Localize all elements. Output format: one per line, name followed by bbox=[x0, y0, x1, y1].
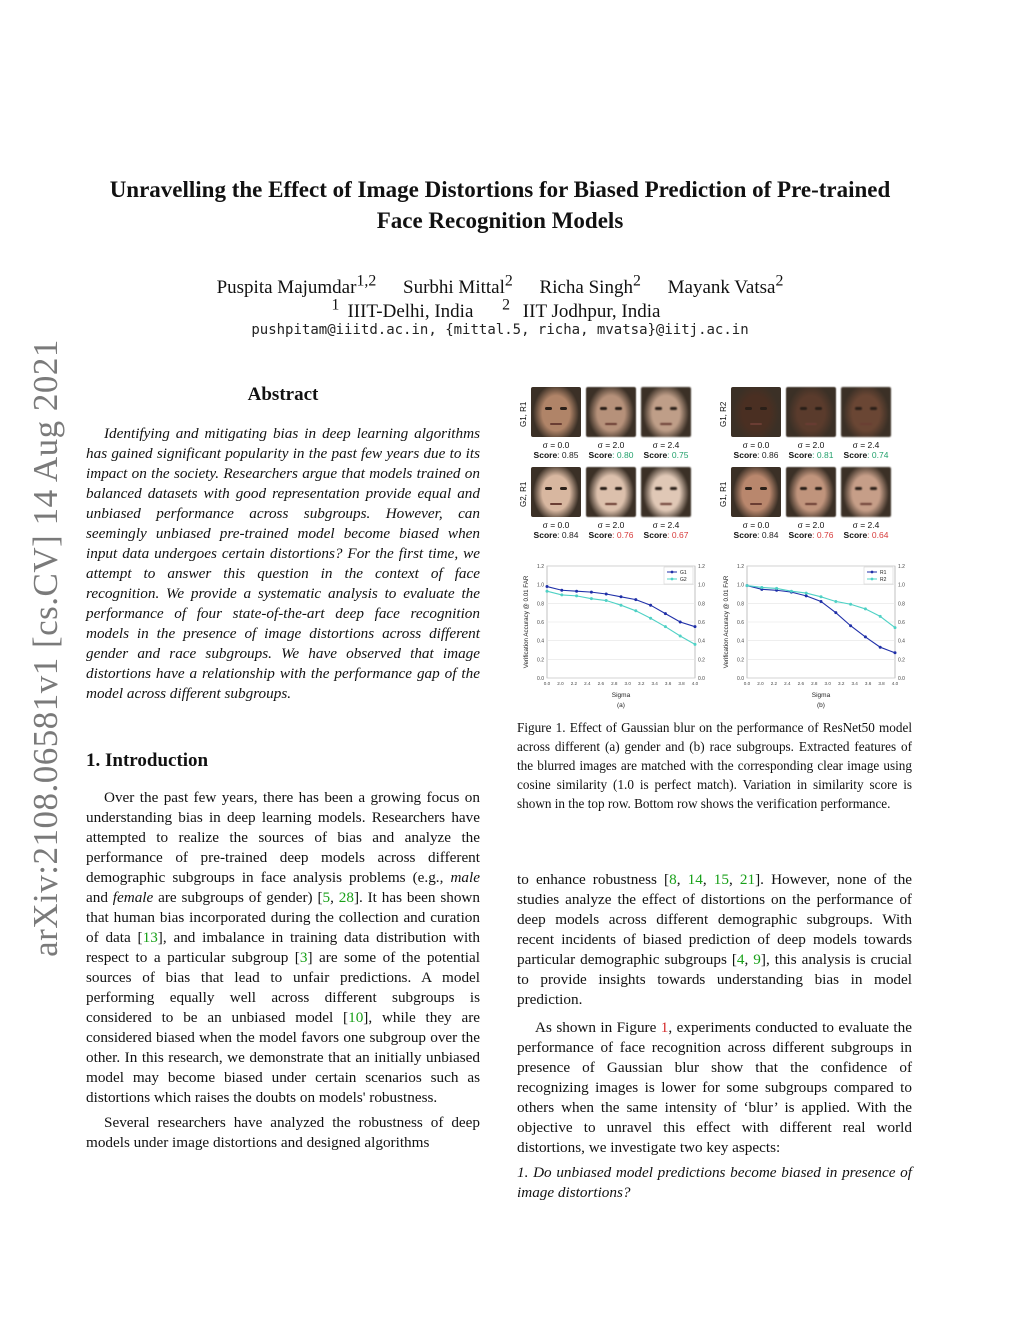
data-point-G1 bbox=[694, 625, 697, 628]
y-tick-label: 0.8 bbox=[537, 601, 544, 608]
data-point-G1 bbox=[590, 591, 593, 594]
citation-link[interactable]: 5 bbox=[322, 889, 331, 906]
data-point-R1 bbox=[820, 600, 823, 603]
figure-caption: Figure 1. Effect of Gaussian blur on the performance of ResNet50 model across different (a) gender and (b) race subgroups. Extracted features of the blurred images are matched with the corresponding clear image using cosine similarity (1.0 is perfect match). Variation in similarity score is shown in the top row. Bottom row shows the verification performance. bbox=[517, 720, 912, 811]
face-score-label: Score: 0.64 bbox=[843, 530, 889, 540]
data-point-R2 bbox=[834, 600, 837, 603]
data-point-R1 bbox=[834, 611, 837, 614]
face-image bbox=[641, 467, 691, 517]
legend-label-R1: R1 bbox=[880, 570, 887, 576]
data-point-R2 bbox=[879, 615, 882, 618]
face-score-label: Score: 0.76 bbox=[788, 530, 834, 540]
data-point-G2 bbox=[694, 643, 697, 646]
face-row-label: G1, R1 bbox=[519, 401, 528, 427]
y-tick-label-right: 0.6 bbox=[698, 620, 705, 626]
intro-paragraph-2: Several researchers have analyzed the robustness of deep models under image distortions and designed algorithms bbox=[86, 1114, 480, 1151]
face-image bbox=[786, 387, 836, 437]
data-point-G1 bbox=[546, 585, 549, 588]
data-point-G2 bbox=[575, 594, 578, 597]
x-tick-label: 3.8 bbox=[678, 681, 685, 686]
y-axis-label: Verification Accuracy @ 0.01 FAR bbox=[723, 575, 730, 669]
figure-link[interactable]: 1 bbox=[660, 1019, 669, 1036]
face-sigma-label: σ = 2.0 bbox=[597, 520, 625, 530]
x-tick-label: 2.6 bbox=[797, 681, 805, 686]
face-image bbox=[586, 387, 636, 437]
arxiv-id-text: arXiv:2108.06581v1 [cs.CV] 14 Aug 2021 bbox=[26, 339, 65, 957]
x-tick-label: 2.4 bbox=[784, 681, 791, 686]
title-line-2: Face Recognition Models bbox=[376, 208, 624, 233]
x-tick-label: 4.0 bbox=[891, 681, 899, 686]
affiliation: $^1$ IIIT-Delhi, India bbox=[331, 297, 474, 323]
data-point-R2 bbox=[775, 587, 778, 590]
x-tick-label: 3.0 bbox=[624, 681, 631, 686]
data-point-R1 bbox=[864, 635, 867, 638]
face-score-label: Score: 0.84 bbox=[733, 530, 779, 540]
face-score-label: Score: 0.84 bbox=[533, 530, 579, 540]
face-score-label: Score: 0.80 bbox=[588, 450, 634, 460]
panel-label: (b) bbox=[817, 702, 825, 709]
legend-label-G1: G1 bbox=[680, 570, 687, 576]
face-row-label: G2, R1 bbox=[519, 481, 528, 507]
y-tick-label: 0.8 bbox=[737, 601, 744, 608]
y-tick-label: 0.4 bbox=[737, 638, 744, 645]
data-point-R1 bbox=[894, 651, 897, 654]
face-score-label: Score: 0.75 bbox=[643, 450, 689, 460]
data-point-G2 bbox=[679, 635, 682, 638]
face-sigma-label: σ = 0.0 bbox=[542, 520, 570, 530]
face-image bbox=[841, 387, 891, 437]
face-sigma-label: σ = 2.0 bbox=[797, 520, 825, 530]
abstract-text: Identifying and mitigating bias in deep learning algorithms has gained significant popularity in the past few years due to its impact on the society. Researchers argue that models trained on balanced datasets with good representation provide equal and unbiased performance across subgroups. However, can seemingly unbiased pre-trained model become biased when input data undergoes certain distortions? For the first time, we attempt to answer this question in the context of face recognition. We provide a systematic analysis to evaluate the performance of four state-of-the-art deep face recognition models in the presence of image distortions across different gender and race subgroups. We have observed that image distortions have a relationship with the performance gap of the model across different subgroups. bbox=[86, 425, 480, 702]
face-sigma-label: σ = 2.4 bbox=[852, 520, 880, 530]
data-point-G1 bbox=[560, 589, 563, 592]
face-score-label: Score: 0.81 bbox=[788, 450, 834, 460]
panel-label: (a) bbox=[617, 702, 625, 709]
y-tick-label: 0.0 bbox=[737, 676, 744, 682]
x-tick-label: 2.4 bbox=[584, 681, 591, 686]
y-tick-label-right: 1.0 bbox=[898, 582, 905, 589]
y-tick-label-right: 0.4 bbox=[698, 638, 705, 645]
x-tick-label: 2.8 bbox=[611, 681, 618, 686]
section-heading-introduction: 1. Introduction bbox=[86, 750, 209, 771]
data-point-G2 bbox=[546, 590, 549, 593]
data-point-R1 bbox=[879, 646, 882, 649]
intro-paragraph-1: Over the past few years, there has been a growing focus on understanding bias in deep learning models. Researchers have attempted to realize the sources of bias and analyze the performance of pre-trained deep models across different demographic subgroups in face analysis problems (e.g., male and female are subgroups of gender) [5, 28]. It has been shown that human bias incorporated during the collection and curation of data [13], and imbalance in training data distribution with respect to a particular subgroup [3] are some of the potential sources of bias that lead to unfair predictions. A model performing equally well across different subgroups is considered to be an unbiased model [10], while they are considered biased when the model favors one subgroup over the other. In this research, we demonstrate that an initially unbiased model may become biased under certain scenarios such as distortions which raises the doubts on models' robustness. bbox=[86, 789, 480, 1106]
author: Mayank Vatsa$^2$ bbox=[667, 273, 784, 299]
legend-marker-R2 bbox=[871, 578, 874, 581]
intro-paragraph-4: As shown in Figure 1, experiments conducted to evaluate the performance of face recognition across different subgroups in presence of Gaussian blur show that the confidence of recognizing images is lower for some subgroups compared to others when the same intensity of ‘blur’ is applied. With the objective to unravel this effect with different real world distortions, we investigate two key aspects: bbox=[517, 1019, 912, 1156]
data-point-G2 bbox=[590, 597, 593, 600]
data-point-G1 bbox=[575, 590, 578, 593]
title-line-1: Unravelling the Effect of Image Distortions for Biased Prediction of Pre-trained bbox=[109, 177, 891, 202]
face-row-label: G1, R1 bbox=[719, 481, 728, 507]
y-tick-label-right: 0.4 bbox=[898, 638, 905, 645]
y-tick-label: 0.2 bbox=[537, 657, 544, 664]
left-column bbox=[86, 384, 480, 1158]
x-tick-label: 2.8 bbox=[811, 681, 818, 686]
y-tick-label-right: 0.0 bbox=[898, 676, 905, 682]
data-point-R2 bbox=[849, 603, 852, 606]
x-tick-label: 2.0 bbox=[757, 681, 764, 686]
data-point-G2 bbox=[620, 604, 623, 607]
y-tick-label-right: 1.2 bbox=[698, 564, 705, 570]
data-point-R2 bbox=[864, 607, 867, 610]
y-tick-label: 0.0 bbox=[537, 676, 544, 682]
series-line-R2 bbox=[747, 586, 895, 628]
face-sigma-label: σ = 2.4 bbox=[652, 440, 680, 450]
legend-label-R2: R2 bbox=[880, 577, 887, 583]
y-tick-label: 0.4 bbox=[537, 638, 544, 645]
data-point-R2 bbox=[746, 584, 749, 587]
face-score-label: Score: 0.74 bbox=[843, 450, 889, 460]
face-sigma-label: σ = 2.0 bbox=[597, 440, 625, 450]
data-point-R1 bbox=[849, 624, 852, 627]
citation-link[interactable]: 15 bbox=[713, 871, 729, 888]
x-axis-label: Sigma bbox=[611, 692, 631, 699]
author: Richa Singh$^2$ bbox=[539, 273, 641, 299]
y-tick-label-right: 0.8 bbox=[698, 601, 705, 608]
data-point-G1 bbox=[620, 595, 623, 598]
research-question-1: 1. Do unbiased model predictions become biased in presence of image distortions? bbox=[517, 1164, 912, 1201]
x-tick-label: 3.6 bbox=[864, 681, 872, 686]
x-tick-label: 2.0 bbox=[557, 681, 564, 686]
x-tick-label: 3.2 bbox=[837, 681, 845, 686]
face-sigma-label: σ = 2.4 bbox=[652, 520, 680, 530]
data-point-R2 bbox=[820, 595, 823, 598]
x-tick-label: 2.2 bbox=[570, 681, 578, 686]
data-point-R2 bbox=[894, 626, 897, 629]
data-point-G2 bbox=[605, 599, 608, 602]
data-point-G1 bbox=[605, 593, 608, 596]
face-score-label: Score: 0.85 bbox=[533, 450, 579, 460]
x-tick-label: 3.4 bbox=[651, 681, 658, 686]
abstract-heading: Abstract bbox=[247, 384, 319, 405]
y-tick-label-right: 1.2 bbox=[898, 564, 905, 570]
face-sigma-label: σ = 0.0 bbox=[742, 520, 770, 530]
citation-link[interactable]: 14 bbox=[687, 871, 703, 888]
affiliations bbox=[90, 294, 910, 324]
y-tick-label: 1.0 bbox=[537, 582, 544, 589]
intro-paragraph-3: to enhance robustness [8, 14, 15, 21]. However, none of the studies analyze the effect of distortions on the performance of deep models across different demographic subgroups. With recent incidents of biased prediction of deep models towards particular demographic subgroups [4, 9], this analysis is crucial to provide insights towards understanding bias in model prediction. bbox=[517, 871, 913, 1008]
y-tick-label: 0.6 bbox=[737, 620, 744, 626]
data-point-G1 bbox=[664, 612, 667, 615]
y-tick-label: 1.2 bbox=[537, 564, 544, 570]
face-image bbox=[531, 387, 581, 437]
data-point-G2 bbox=[634, 609, 637, 612]
face-image bbox=[641, 387, 691, 437]
author: Puspita Majumdar$^{1,2}$ bbox=[216, 273, 377, 299]
x-tick-label: 2.2 bbox=[770, 681, 778, 686]
y-axis-label: Verification Accuracy @ 0.01 FAR bbox=[523, 575, 530, 669]
author-emails[interactable]: pushpitam@iiitd.ac.in, {mittal.5, richa, mvatsa}@iitj.ac.in bbox=[251, 322, 749, 338]
legend-marker-G1 bbox=[671, 571, 674, 574]
x-tick-label: 3.0 bbox=[824, 681, 831, 686]
y-tick-label: 0.6 bbox=[537, 620, 544, 626]
legend-marker-R1 bbox=[871, 571, 874, 574]
data-point-R2 bbox=[790, 590, 793, 593]
citation-link[interactable]: 4 bbox=[736, 951, 745, 968]
face-sigma-label: σ = 0.0 bbox=[742, 440, 770, 450]
author: Surbhi Mittal$^2$ bbox=[403, 273, 513, 299]
y-tick-label-right: 0.8 bbox=[898, 601, 905, 608]
x-tick-label: 0.0 bbox=[543, 681, 551, 686]
y-tick-label-right: 1.0 bbox=[698, 582, 705, 589]
legend-label-G2: G2 bbox=[680, 577, 687, 583]
right-column bbox=[517, 870, 912, 1203]
y-tick-label-right: 0.6 bbox=[898, 620, 905, 626]
x-tick-label: 3.8 bbox=[878, 681, 885, 686]
face-score-label: Score: 0.86 bbox=[733, 450, 779, 460]
x-tick-label: 3.6 bbox=[664, 681, 672, 686]
x-tick-label: 3.4 bbox=[851, 681, 858, 686]
y-tick-label-right: 0.2 bbox=[898, 657, 905, 664]
data-point-G2 bbox=[664, 625, 667, 628]
figure-1 bbox=[517, 385, 912, 715]
x-tick-label: 4.0 bbox=[691, 681, 699, 686]
citation-link[interactable]: 9 bbox=[753, 951, 761, 968]
citation-link[interactable]: 10 bbox=[348, 1009, 364, 1026]
face-sigma-label: σ = 0.0 bbox=[542, 440, 570, 450]
citation-link[interactable]: 28 bbox=[338, 889, 354, 906]
y-tick-label: 1.2 bbox=[737, 564, 744, 570]
data-point-R2 bbox=[760, 586, 763, 589]
citation-link[interactable]: 13 bbox=[142, 929, 158, 946]
paper-title bbox=[90, 174, 910, 236]
y-tick-label-right: 0.0 bbox=[698, 676, 705, 682]
chart-race bbox=[717, 560, 912, 710]
data-point-G1 bbox=[634, 598, 637, 601]
face-image bbox=[841, 467, 891, 517]
x-tick-label: 2.6 bbox=[597, 681, 605, 686]
x-tick-label: 0.0 bbox=[743, 681, 751, 686]
face-score-label: Score: 0.67 bbox=[643, 530, 689, 540]
face-score-label: Score: 0.76 bbox=[588, 530, 634, 540]
citation-link[interactable]: 21 bbox=[739, 871, 756, 888]
face-image bbox=[786, 467, 836, 517]
face-sigma-label: σ = 2.4 bbox=[852, 440, 880, 450]
data-point-G1 bbox=[649, 604, 652, 607]
legend-box bbox=[664, 567, 693, 584]
y-tick-label: 1.0 bbox=[737, 582, 744, 589]
affiliation: $^2$ IIT Jodhpur, India bbox=[502, 297, 661, 323]
data-point-G2 bbox=[649, 617, 652, 620]
arxiv-sidebar-id bbox=[20, 339, 72, 957]
citation-link[interactable]: 8 bbox=[669, 871, 677, 888]
x-axis-label: Sigma bbox=[811, 692, 831, 699]
citation-link[interactable]: 3 bbox=[299, 949, 308, 966]
face-image bbox=[731, 467, 781, 517]
face-image bbox=[586, 467, 636, 517]
y-tick-label: 0.2 bbox=[737, 657, 744, 664]
data-point-G2 bbox=[560, 593, 563, 596]
data-point-R1 bbox=[805, 594, 808, 597]
face-row-label: G1, R2 bbox=[719, 401, 728, 427]
legend-box bbox=[864, 567, 893, 584]
data-point-R2 bbox=[805, 592, 808, 595]
y-tick-label-right: 0.2 bbox=[698, 657, 705, 664]
data-point-G1 bbox=[679, 621, 682, 624]
face-image bbox=[531, 467, 581, 517]
face-image bbox=[731, 387, 781, 437]
chart-gender bbox=[517, 560, 712, 710]
x-tick-label: 3.2 bbox=[637, 681, 645, 686]
face-sigma-label: σ = 2.0 bbox=[797, 440, 825, 450]
legend-marker-G2 bbox=[671, 578, 674, 581]
